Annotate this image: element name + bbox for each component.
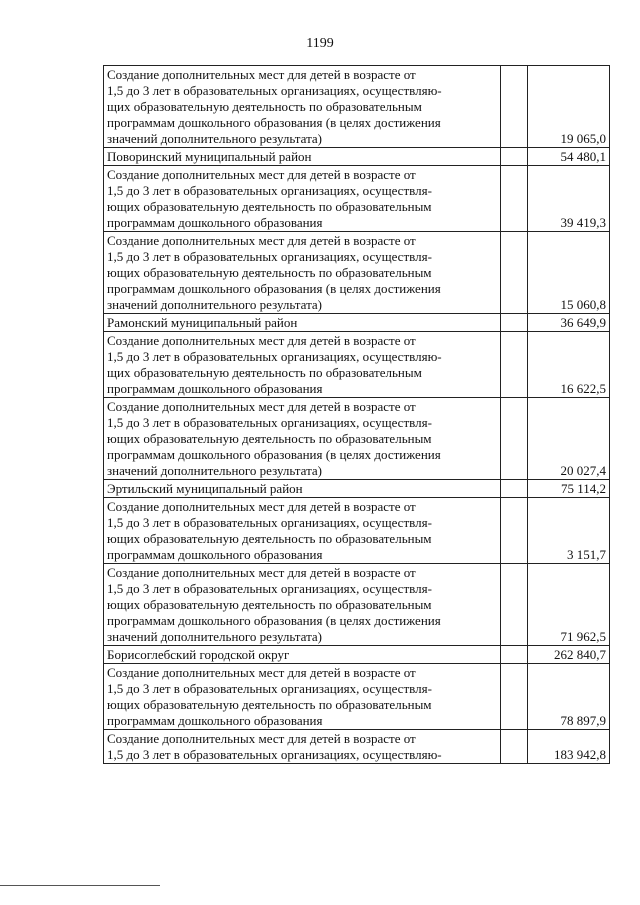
district-name [104,480,501,498]
amount-cell: 75 114,2 [528,480,610,498]
description-line: 1,5 до 3 лет в образовательных организациях, осуществля- [107,183,432,198]
description-line: Создание дополнительных мест для детей в возрасте от [107,499,416,514]
description-line: программам дошкольного образования (в целях достижения [107,613,441,628]
subsidy-row [104,166,610,232]
amount-cell: 16 622,5 [528,332,610,398]
item-description [104,730,501,764]
description-line: 1,5 до 3 лет в образовательных организациях, осуществля- [107,515,432,530]
description-line: 1,5 до 3 лет в образовательных организациях, осуществляю- [107,349,442,364]
item-description [104,564,501,646]
item-description [104,398,501,480]
district-row [104,314,610,332]
empty-cell [501,480,528,498]
subsidy-row [104,564,610,646]
amount-cell: 3 151,7 [528,498,610,564]
empty-cell [501,498,528,564]
description-line: ющих образовательную деятельность по образовательным [107,431,432,446]
page-number: 1199 [306,36,334,51]
description-line: 1,5 до 3 лет в образовательных организациях, осуществляю- [107,747,442,762]
empty-cell [501,664,528,730]
amount-cell: 54 480,1 [528,148,610,166]
description-line: Создание дополнительных мест для детей в возрасте от [107,399,416,414]
description-line: Эртильский муниципальный район [107,481,303,496]
description-line: программам дошкольного образования (в целях достижения [107,447,441,462]
district-row [104,480,610,498]
empty-cell [501,232,528,314]
empty-cell [501,730,528,764]
empty-cell [501,564,528,646]
description-line: Создание дополнительных мест для детей в возрасте от [107,565,416,580]
empty-cell [501,332,528,398]
district-name [104,148,501,166]
description-line: Создание дополнительных мест для детей в возрасте от [107,665,416,680]
description-line: Рамонский муниципальный район [107,315,298,330]
description-line: программам дошкольного образования [107,547,323,562]
description-line: ющих образовательную деятельность по образовательным [107,265,432,280]
description-line: программам дошкольного образования [107,215,323,230]
district-name [104,314,501,332]
description-line: щих образовательную деятельность по образовательным [107,99,422,114]
amount-cell: 20 027,4 [528,398,610,480]
description-line: значений дополнительного результата) [107,629,323,644]
description-line: программам дошкольного образования [107,713,323,728]
description-line: Поворинский муниципальный район [107,149,312,164]
empty-cell [501,66,528,148]
description-line: 1,5 до 3 лет в образовательных организациях, осуществля- [107,681,432,696]
budget-table-body [104,66,610,764]
amount-cell: 19 065,0 [528,66,610,148]
amount-cell: 71 962,5 [528,564,610,646]
description-line: 1,5 до 3 лет в образовательных организациях, осуществля- [107,581,432,596]
district-row [104,646,610,664]
description-line: программам дошкольного образования [107,381,323,396]
item-description [104,66,501,148]
item-description [104,166,501,232]
description-line: программам дошкольного образования (в целях достижения [107,115,441,130]
description-line: щих образовательную деятельность по образовательным [107,365,422,380]
amount-cell: 15 060,8 [528,232,610,314]
item-description [104,332,501,398]
description-line: ющих образовательную деятельность по образовательным [107,199,432,214]
description-line: Создание дополнительных мест для детей в возрасте от [107,333,416,348]
item-description [104,498,501,564]
item-description [104,232,501,314]
description-line: Создание дополнительных мест для детей в возрасте от [107,67,416,82]
item-description [104,664,501,730]
description-line: значений дополнительного результата) [107,297,323,312]
subsidy-row [104,664,610,730]
empty-cell [501,148,528,166]
subsidy-row [104,232,610,314]
description-line: ющих образовательную деятельность по образовательным [107,597,432,612]
amount-cell: 78 897,9 [528,664,610,730]
description-line: Создание дополнительных мест для детей в возрасте от [107,233,416,248]
amount-cell: 36 649,9 [528,314,610,332]
footnote-divider [0,885,160,886]
subsidy-row [104,66,610,148]
description-line: 1,5 до 3 лет в образовательных организациях, осуществляю- [107,83,442,98]
district-name [104,646,501,664]
empty-cell [501,646,528,664]
amount-cell: 262 840,7 [528,646,610,664]
description-line: Создание дополнительных мест для детей в возрасте от [107,731,416,746]
description-line: ющих образовательную деятельность по образовательным [107,697,432,712]
empty-cell [501,166,528,232]
subsidy-row [104,332,610,398]
description-line: 1,5 до 3 лет в образовательных организациях, осуществля- [107,249,432,264]
subsidy-row [104,730,610,764]
description-line: значений дополнительного результата) [107,131,323,146]
description-line: значений дополнительного результата) [107,463,323,478]
empty-cell [501,398,528,480]
amount-cell: 39 419,3 [528,166,610,232]
empty-cell [501,314,528,332]
description-line: программам дошкольного образования (в целях достижения [107,281,441,296]
amount-cell: 183 942,8 [528,730,610,764]
subsidy-row [104,398,610,480]
description-line: ющих образовательную деятельность по образовательным [107,531,432,546]
description-line: Создание дополнительных мест для детей в возрасте от [107,167,416,182]
budget-table [103,65,610,764]
subsidy-row [104,498,610,564]
description-line: Борисоглебский городской округ [107,647,290,662]
description-line: 1,5 до 3 лет в образовательных организациях, осуществля- [107,415,432,430]
district-row [104,148,610,166]
